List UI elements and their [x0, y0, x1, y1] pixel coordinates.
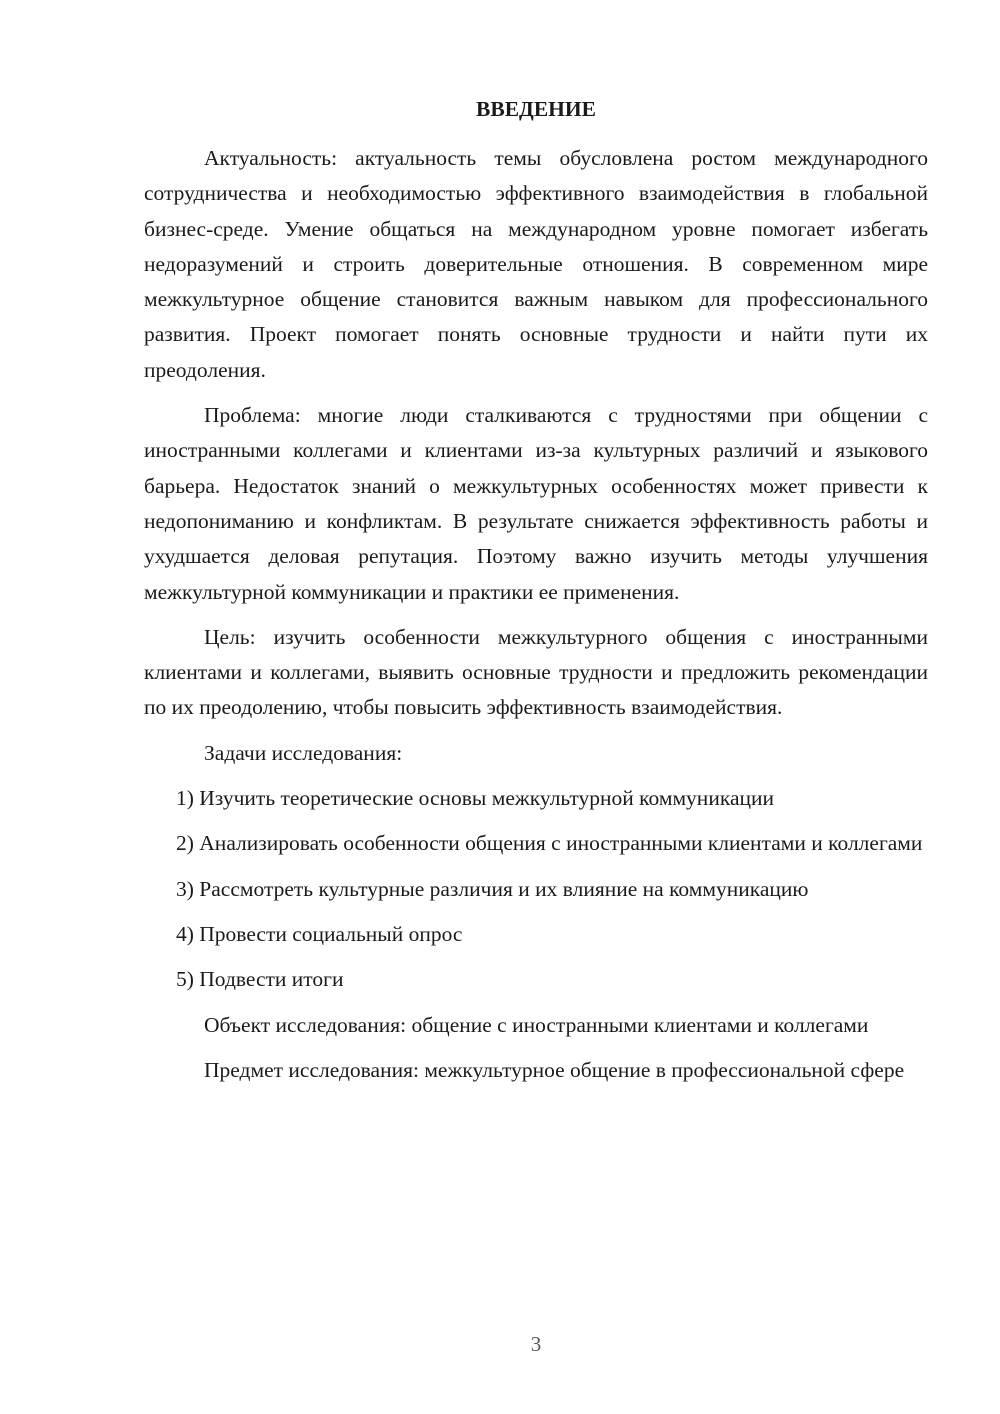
tasks-heading: Задачи исследования:: [204, 740, 403, 765]
relevance-paragraph: Актуальность: актуальность темы обусловлена ростом международного сотрудничества и необходимостью эффективного взаимодействия в глобальной бизнес-среде. Умение общаться на международном уровне помогает избегать недоразумений и строить доверительные отношения. В современном мире межкультурное общение становится важным навыком для профессионального развития. Проект помогает понять основные трудности и найти пути их преодоления.: [144, 146, 928, 382]
section-title: ВВЕДЕНИЕ: [476, 97, 596, 121]
task-item-1: 1) Изучить теоретические основы межкультурной коммуникации: [176, 786, 775, 811]
goal-paragraph: Цель: изучить особенности межкультурного общения с иностранными клиентами и коллегами, выявить основные трудности и предложить рекомендации по их преодолению, чтобы повысить эффективность взаимодействия.: [144, 624, 928, 720]
problem-paragraph: Проблема: многие люди сталкиваются с трудностями при общении с иностранными коллегами и клиентами из-за культурных различий и языкового барьера. Недостаток знаний о межкультурных особенностях может привести к недопониманию и конфликтам. В результате снижается эффективность работы и ухудшается деловая репутация. Поэтому важно изучить методы улучшения межкультурной коммуникации и практики ее применения.: [144, 403, 928, 604]
page-content: [144, 92, 928, 1098]
task-item-4: 4) Провести социальный опрос: [176, 921, 463, 946]
page-number: 3: [530, 1332, 542, 1356]
task-item-2: 2) Анализировать особенности общения с иностранными клиентами и коллегами: [176, 831, 923, 856]
subject-paragraph: Предмет исследования: межкультурное общение в профессиональной сфере: [204, 1057, 905, 1082]
task-item-3: 3) Рассмотреть культурные различия и их влияние на коммуникацию: [176, 876, 809, 901]
object-paragraph: Объект исследования: общение с иностранными клиентами и коллегами: [204, 1012, 869, 1037]
task-item-5: 5) Подвести итоги: [176, 967, 344, 992]
